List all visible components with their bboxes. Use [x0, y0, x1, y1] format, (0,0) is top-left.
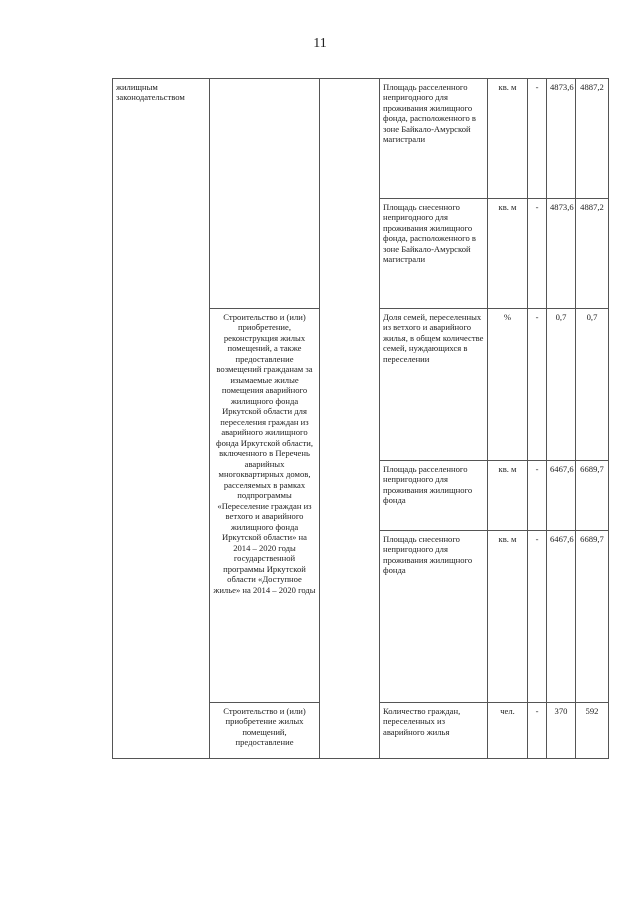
unit-cell: кв. м	[488, 531, 528, 703]
indicator-cell: Площадь снесенного непригодного для проживания жилищного фонда	[380, 531, 488, 703]
indicator-cell: Площадь расселенного непригодного для проживания жилищного фонда	[380, 461, 488, 531]
event-cell: Строительство и (или) приобретение жилых помещений, предоставление	[210, 703, 320, 759]
base-value-cell: -	[528, 703, 547, 759]
unit-cell: кв. м	[488, 461, 528, 531]
value-cell: 0,7	[547, 309, 576, 461]
indicator-cell: Количество граждан, переселенных из аварийного жилья	[380, 703, 488, 759]
value-cell: 4873,6	[547, 79, 576, 199]
base-value-cell: -	[528, 531, 547, 703]
indicator-cell: Площадь снесенного непригодного для проживания жилищного фонда, расположенного в зоне Байкало-Амурской магистрали	[380, 199, 488, 309]
value-cell: 4873,6	[547, 199, 576, 309]
event-cell: Строительство и (или) приобретение, реконструкция жилых помещений, а также предоставление возмещений гражданам за изымаемые жилые помещения аварийного жилищного фонда Иркутской области для переселения граждан из аварийного жилищного фонда Иркутской области, включенного в Перечень аварийных многоквартирных домов, расселяемых в рамках подпрограммы «Переселение граждан из ветхого и аварийного жилищного фонда Иркутской области» на 2014 – 2020 годы государственной программы Иркутской области «Доступное жилье» на 2014 – 2020 годы	[210, 309, 320, 703]
value-cell: 6689,7	[576, 461, 609, 531]
task-cell: жилищным законодательством	[113, 79, 210, 759]
table-row	[113, 79, 609, 199]
program-table	[112, 78, 609, 759]
value-cell: 370	[547, 703, 576, 759]
base-value-cell: -	[528, 461, 547, 531]
base-value-cell: -	[528, 79, 547, 199]
value-cell: 4887,2	[576, 199, 609, 309]
empty-event-cell	[210, 79, 320, 309]
base-value-cell: -	[528, 199, 547, 309]
unit-cell: кв. м	[488, 199, 528, 309]
page-number: 11	[313, 36, 327, 51]
value-cell: 6467,6	[547, 461, 576, 531]
value-cell: 6689,7	[576, 531, 609, 703]
base-value-cell: -	[528, 309, 547, 461]
unit-cell: кв. м	[488, 79, 528, 199]
value-cell: 4887,2	[576, 79, 609, 199]
value-cell: 592	[576, 703, 609, 759]
empty-responsible-cell	[320, 79, 380, 759]
indicator-cell: Доля семей, переселенных из ветхого и аварийного жилья, в общем количестве семей, нуждающихся в переселении	[380, 309, 488, 461]
unit-cell: %	[488, 309, 528, 461]
unit-cell: чел.	[488, 703, 528, 759]
indicator-cell: Площадь расселенного непригодного для проживания жилищного фонда, расположенного в зоне Байкало-Амурской магистрали	[380, 79, 488, 199]
value-cell: 0,7	[576, 309, 609, 461]
value-cell: 6467,6	[547, 531, 576, 703]
